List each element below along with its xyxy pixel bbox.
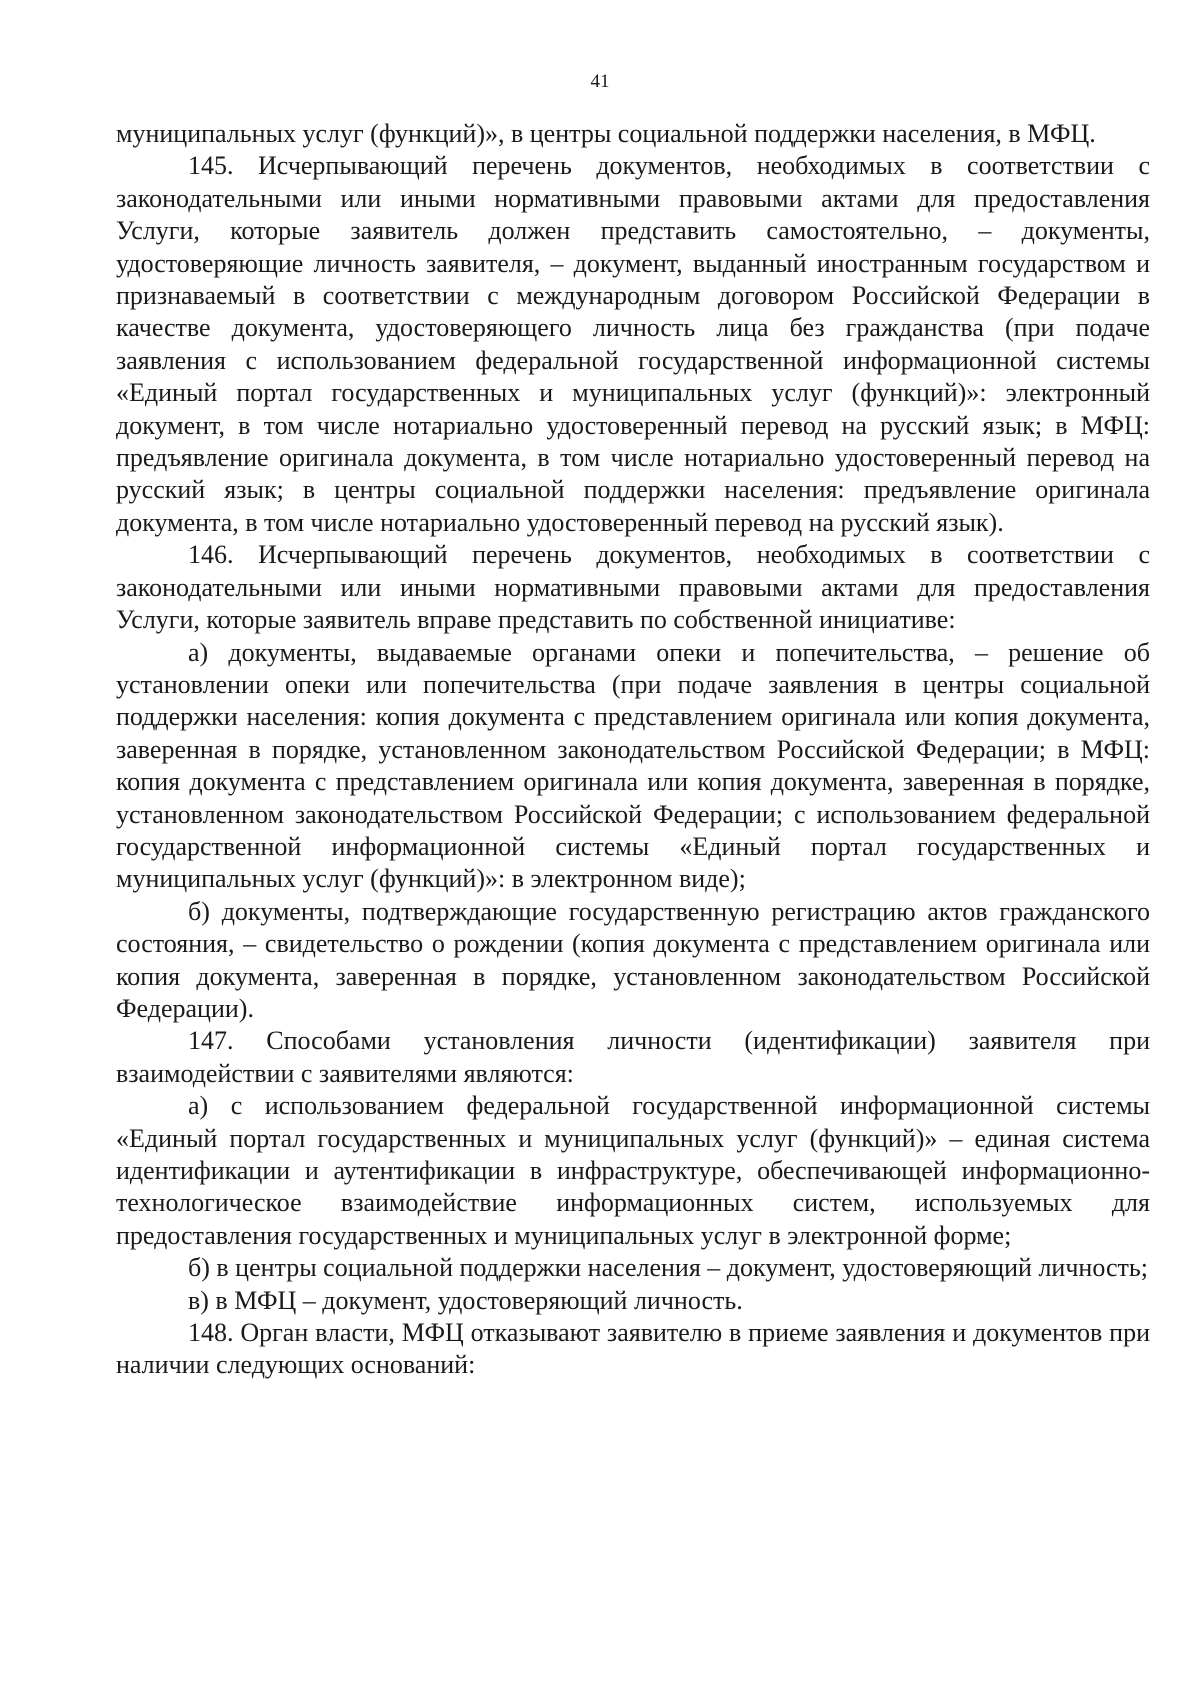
paragraph-147-c: в) в МФЦ – документ, удостоверяющий личность.	[188, 1285, 743, 1315]
paragraph-147-a: а) с использованием федеральной государственной информационной системы «Единый портал государственных и муниципальных услуг (функций)» – единая система идентификации и аутентификации в инфраструктуре, обеспечивающей информационно-технологическое взаимодействие информационных систем, используемых для предоставления государственных и муниципальных услуг в электронной форме;	[116, 1091, 1150, 1250]
paragraph-continuation: муниципальных услуг (функций)», в центры социальной поддержки населения, в МФЦ.	[116, 119, 1096, 148]
paragraph-148: 148. Орган власти, МФЦ отказывают заявителю в приеме заявления и документов при наличии следующих оснований:	[116, 1318, 1150, 1380]
paragraph-147: 147. Способами установления личности (идентификации) заявителя при взаимодействии с заявителями являются:	[116, 1026, 1150, 1088]
page-number: 41	[590, 71, 610, 92]
paragraph-146-b: б) документы, подтверждающие государственную регистрацию актов гражданского состояния, – свидетельство о рождении (копия документа с представлением оригинала или копия документа, заверенная в порядке, установленном законодательством Российской Федерации).	[116, 896, 1150, 1023]
paragraph-146-a: а) документы, выдаваемые органами опеки и попечительства, – решение об установлении опеки или попечительства (при подаче заявления в центры социальной поддержки населения: копия документа с представлением оригинала или копия документа, заверенная в порядке, установленном законодательством Российской Федерации; в МФЦ: копия документа с представлением оригинала или копия документа, заверенная в порядке, установленном законодательством Российской Федерации; с использованием федеральной государственной информационной системы «Единый портал государственных и муниципальных услуг (функций)»: в электронном виде);	[116, 637, 1150, 894]
paragraph-147-b: б) в центры социальной поддержки населения – документ, удостоверяющий личность;	[188, 1253, 1148, 1283]
paragraph-146: 146. Исчерпывающий перечень документов, необходимых в соответствии с законодательными или иными нормативными правовыми актами для предоставления Услуги, которые заявитель вправе представить по собственной инициативе:	[116, 540, 1150, 635]
paragraph-145: 145. Исчерпывающий перечень документов, необходимых в соответствии с законодательными или иными нормативными правовыми актами для предоставления Услуги, которые заявитель должен представить самостоятельно, – документы, удостоверяющие личность заявителя, – документ, выданный иностранным государством и признаваемый в соответствии с международным договором Российской Федерации в качестве документа, удостоверяющего личность лица без гражданства (при подаче заявления с использованием федеральной государственной информационной системы «Единый портал государственных и муниципальных услуг (функций)»: электронный документ, в том числе нотариально удостоверенный перевод на русский язык; в МФЦ: предъявление оригинала документа, в том числе нотариально удостоверенный перевод на русский язык; в центры социальной поддержки населения: предъявление оригинала документа, в том числе нотариально удостоверенный перевод на русский язык).	[116, 151, 1150, 537]
document-body	[116, 118, 1150, 1382]
